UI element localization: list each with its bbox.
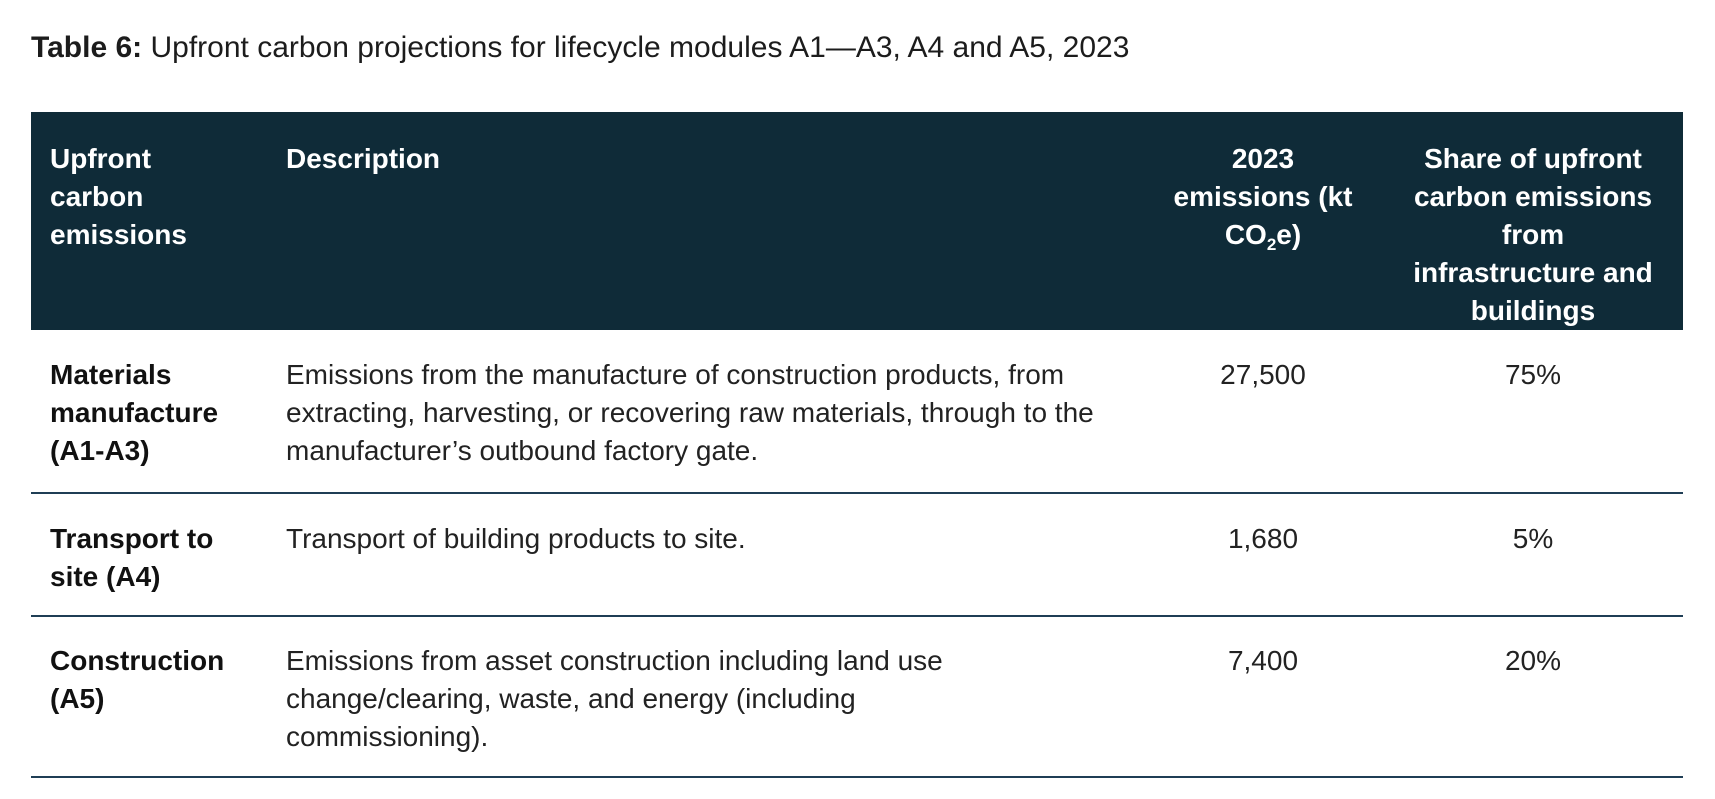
row-share: 20% [1383, 616, 1683, 777]
header-upfront-carbon-emissions [31, 112, 267, 330]
header-share-of-emissions [1383, 112, 1683, 330]
header-2023-emissions [1143, 112, 1383, 330]
row-description: Emissions from asset construction including land use change/clearing, waste, and energy (including commissioning). [267, 616, 1143, 777]
table-body [31, 330, 1683, 777]
header-description-label: Description [286, 143, 441, 174]
row-share: 75% [1383, 330, 1683, 493]
upfront-carbon-table [31, 112, 1683, 778]
table-row [31, 616, 1683, 777]
row-emissions: 27,500 [1143, 330, 1383, 493]
row-module: Transport to site (A4) [31, 493, 267, 616]
row-emissions: 7,400 [1143, 616, 1383, 777]
table-caption [31, 28, 1129, 68]
table-header [31, 112, 1683, 330]
row-module: Materials manufacture (A1-A3) [31, 330, 267, 493]
table-row [31, 493, 1683, 616]
table-row [31, 330, 1683, 493]
header-2023-emissions-suffix: e) [1276, 219, 1302, 250]
row-share: 5% [1383, 493, 1683, 616]
table-caption-label: Table 6: [31, 31, 143, 64]
header-row [31, 112, 1683, 330]
row-emissions: 1,680 [1143, 493, 1383, 616]
header-description [267, 112, 1143, 330]
row-module: Construction (A5) [31, 616, 267, 777]
header-2023-emissions-text: 2023 emissions (kt CO [1173, 143, 1353, 250]
row-description: Transport of building products to site. [267, 493, 1143, 616]
row-description: Emissions from the manufacture of construction products, from extracting, harvesting, or recovering raw materials, through to the manufacturer’s outbound factory gate. [267, 330, 1143, 493]
header-upfront-carbon-emissions-label: Upfront carbon emissions [50, 143, 187, 250]
table-caption-text: Upfront carbon projections for lifecycle modules A1—A3, A4 and A5, 2023 [150, 31, 1130, 64]
header-share-of-emissions-label: Share of upfront carbon emissions from infrastructure and buildings [1413, 143, 1653, 326]
header-co2-subscript: 2 [1266, 235, 1277, 254]
